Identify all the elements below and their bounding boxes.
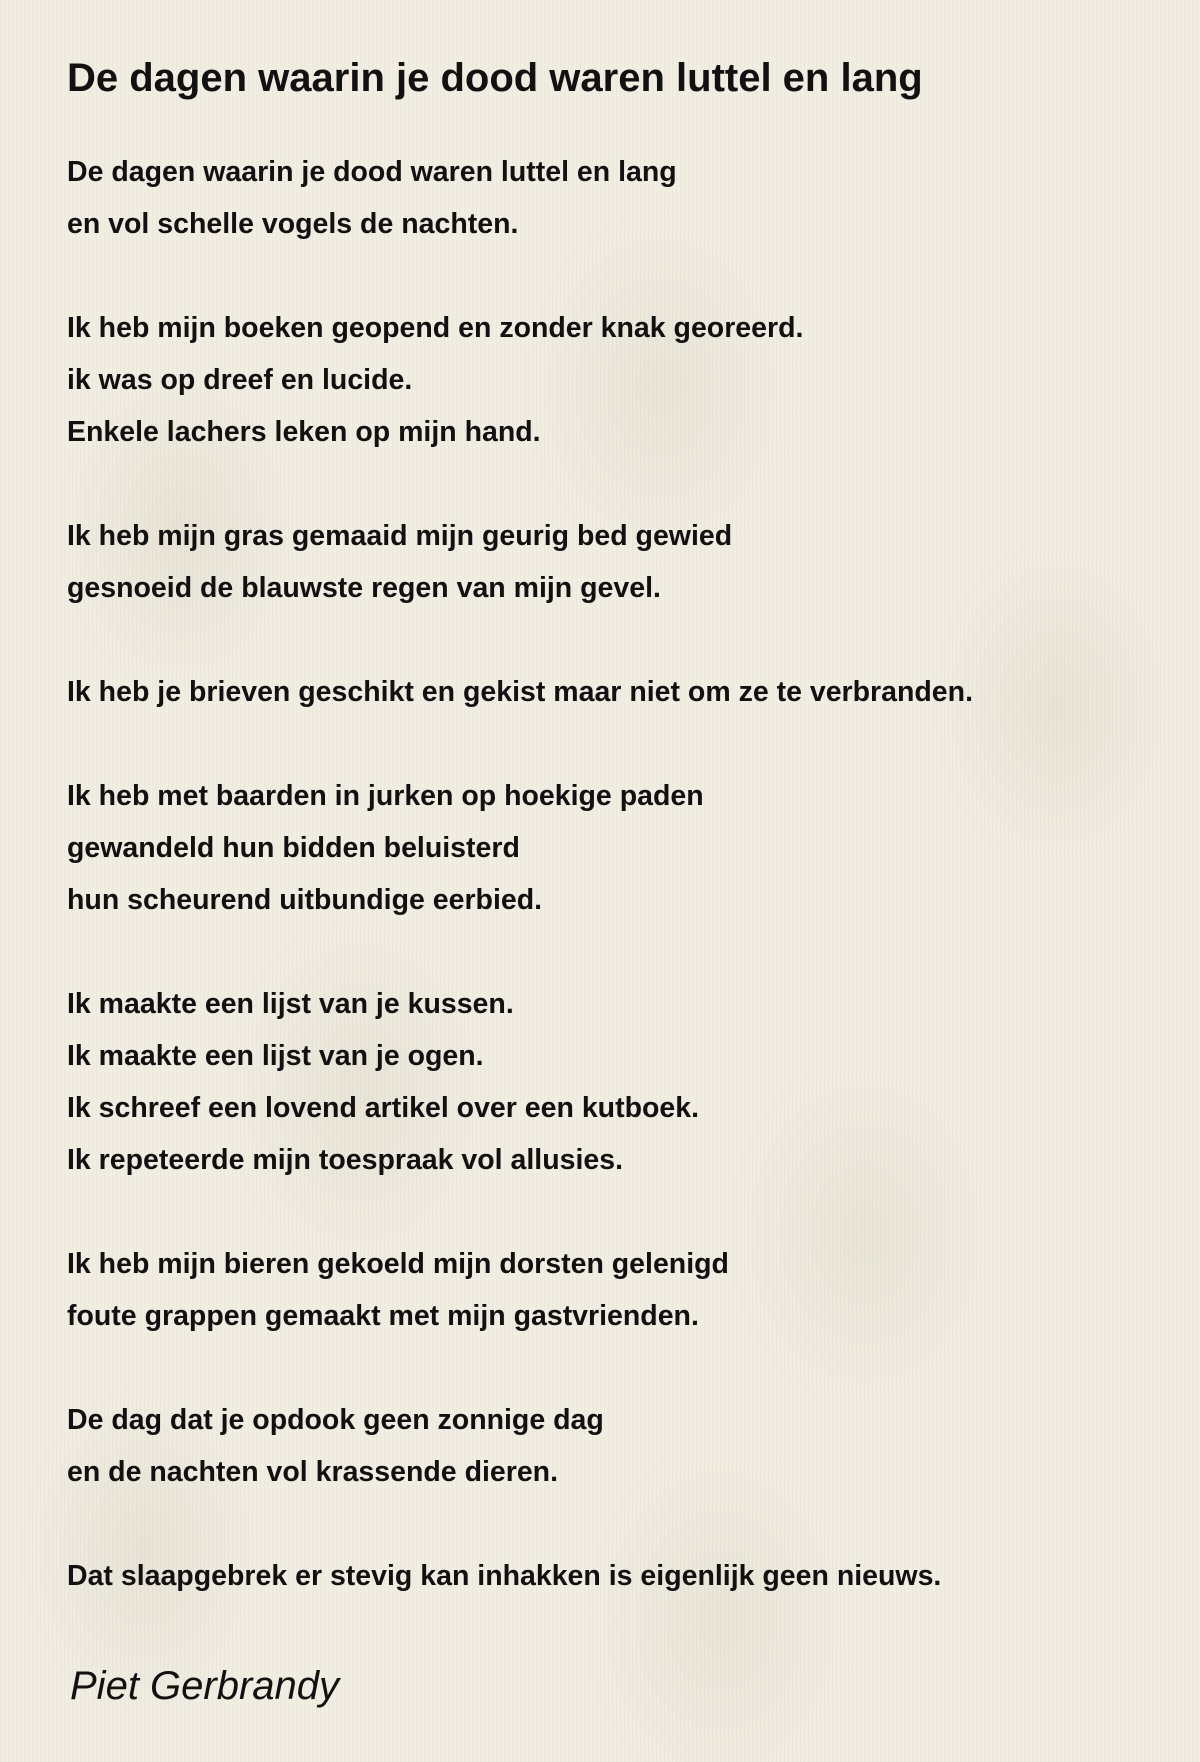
stanza-1 xyxy=(67,146,1200,250)
stanza-4 xyxy=(67,666,1200,718)
stanza-2 xyxy=(67,302,1200,458)
poem-line: en de nachten vol krassende dieren. xyxy=(67,1456,559,1488)
poem-line: foute grappen gemaakt met mijn gastvrienden. xyxy=(67,1300,699,1332)
poem-line: Dat slaapgebrek er stevig kan inhakken is eigenlijk geen nieuws. xyxy=(67,1560,942,1592)
poem-line: De dagen waarin je dood waren luttel en lang xyxy=(67,156,677,188)
poem-title: De dagen waarin je dood waren luttel en lang xyxy=(67,56,923,100)
poem-line: gesnoeid de blauwste regen van mijn gevel. xyxy=(67,572,661,604)
poem-body xyxy=(67,146,1200,1602)
poem-line: en vol schelle vogels de nachten. xyxy=(67,208,519,240)
stanza-7 xyxy=(67,1238,1200,1342)
stanza-9 xyxy=(67,1550,1200,1602)
poem-line: De dag dat je opdook geen zonnige dag xyxy=(67,1404,604,1436)
poem-line: ik was op dreef en lucide. xyxy=(67,364,413,396)
poem-line: Enkele lachers leken op mijn hand. xyxy=(67,416,541,448)
poem-line: Ik schreef een lovend artikel over een kutboek. xyxy=(67,1092,700,1124)
poem-line: Ik heb mijn gras gemaaid mijn geurig bed gewied xyxy=(67,520,733,552)
stanza-3 xyxy=(67,510,1200,614)
poem-line: Ik heb mijn bieren gekoeld mijn dorsten gelenigd xyxy=(67,1248,729,1280)
stanza-6 xyxy=(67,978,1200,1186)
stanza-8 xyxy=(67,1394,1200,1498)
poem-line: gewandeld hun bidden beluisterd xyxy=(67,832,520,864)
poem-author: Piet Gerbrandy xyxy=(70,1664,340,1708)
poem-line: Ik heb mijn boeken geopend en zonder knak georeerd. xyxy=(67,312,804,344)
poem-line: Ik heb met baarden in jurken op hoekige paden xyxy=(67,780,704,812)
stanza-5 xyxy=(67,770,1200,926)
poem-line: Ik maakte een lijst van je ogen. xyxy=(67,1040,484,1072)
poem-line: Ik maakte een lijst van je kussen. xyxy=(67,988,514,1020)
poem-line: Ik repeteerde mijn toespraak vol allusies. xyxy=(67,1144,624,1176)
poem-line: hun scheurend uitbundige eerbied. xyxy=(67,884,543,916)
poem-line: Ik heb je brieven geschikt en gekist maar niet om ze te verbranden. xyxy=(67,676,973,708)
